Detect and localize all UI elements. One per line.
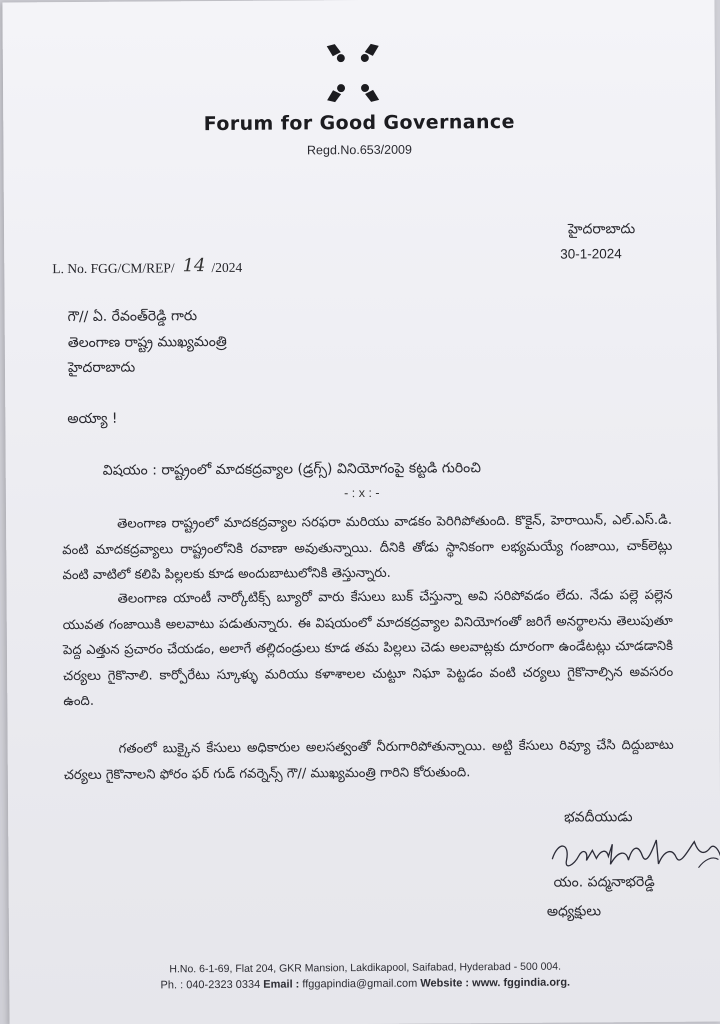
body-paragraph-2: తెలంగాణ యాంటీ నార్కోటిక్స్ బ్యూరో వారు కేసులు బుక్ చేస్తున్నా అవి సరిపోవడం లేదు. నేడు పల్లె పల్లెన యువత గంజాయికి అలవాటు పడుతున్నారు. ఈ విషయంలో మాదకద్రవ్యాల వినియోగంతో జరిగే అనర్థాలను తెలుపుతూ పెద్ద ఎత్తున ప్రచారం చేయడం, అలాగే తల్లిదండ్రులు కూడ తమ పిల్లలు చెడు అలవాట్లకు దూరంగా ఉండేటట్లు చూడడానికి చర్యలు గైకొనాలి. కార్పోరేటు స్కూళ్ళు మరియు కళాశాలల చుట్టూ నిఘా పెట్టడం వంటి చర్యలు గైకొనాల్సిన అవసరం ఉంది. <box>62 587 674 710</box>
signatory-role: అధ్యక్షులు <box>546 903 602 920</box>
website-label: Website : <box>420 977 473 990</box>
subject-line: విషయం : రాష్ట్రంలో మాదకద్రవ్యాల (డ్రగ్స్) వినియోగంపై కట్టడి గురించి <box>102 460 481 479</box>
email-label: Email : <box>263 978 303 991</box>
organization-name: Forum for Good Governance <box>203 110 515 136</box>
body-paragraph-1: తెలంగాణ రాష్ట్రంలో మాదకద్రవ్యాల సరఫరా మరియు వాడకం పెరిగిపోతుంది. కొకైన్, హెరాయిన్, ఎల్.ఎస్.డి. వంటి మాదకద్రవ్యాలు రాష్ట్రంలోనికి రవాణా అవుతున్నాయి. దీనికి తోడు స్థానికంగా లభ్యమయ్యే గంజాయి, చాక్‌లెట్లు వంటి వాటిలో కలిపి పిల్లలకు కూడ అందుబాటులోనికి తెస్తున్నారు. <box>62 512 673 584</box>
addressee-title: తెలంగాణ రాష్ట్ర ముఖ్యమంత్రి <box>67 333 227 352</box>
closing: భవదీయుడు <box>564 809 633 826</box>
registration-number: Regd.No.653/2009 <box>306 142 412 158</box>
letter-sheet <box>2 0 720 1024</box>
body-paragraph-3: గతంలో బుక్కైన కేసులు అధికారుల అలసత్వంతో నీరుగారిపోతున్నాయి. అట్టి కేసులు రివ్యూ చేసి దిద్దుబాటు చర్యలు గైకొనాలని ఫోరం ఫర్ గుడ్ గవర్నెన్స్ గౌ// ముఖ్యమంత్రి గారిని కోరుతుంది. <box>63 737 674 783</box>
fgg-logo-icon <box>321 42 385 104</box>
phone-label: Ph. : <box>160 979 187 992</box>
signatory-name: యం. పద్మనాభరెడ్డి <box>553 873 655 891</box>
footer-contacts <box>9 976 720 993</box>
salutation: అయ్యా ! <box>67 410 118 428</box>
reference-prefix: L. No. FGG/CM/REP/ <box>52 260 175 277</box>
addressee-city: హైదరాబాదు <box>67 359 136 377</box>
handwritten-signature <box>548 819 720 880</box>
website-url: www. fggindia.org. <box>472 976 571 990</box>
subject-separator: - : x : - <box>344 485 380 501</box>
phone-number: 040-2323 0334 <box>186 978 261 992</box>
letter-date: 30-1-2024 <box>560 246 622 262</box>
reference-suffix: /2024 <box>211 259 243 276</box>
email-address: ffggapindia@gmail.com <box>302 977 418 991</box>
footer-address: H.No. 6-1-69, Flat 204, GKR Mansion, Lakdikapool, Saifabad, Hyderabad - 500 004. <box>169 960 562 976</box>
reference-number <box>52 256 242 278</box>
reference-handwritten-number: 14 <box>182 255 206 277</box>
addressee-name: గౌ// ఏ. రేవంత్‌రెడ్డి గారు <box>67 308 198 326</box>
place-heading: హైదరాబాదు <box>567 221 636 238</box>
